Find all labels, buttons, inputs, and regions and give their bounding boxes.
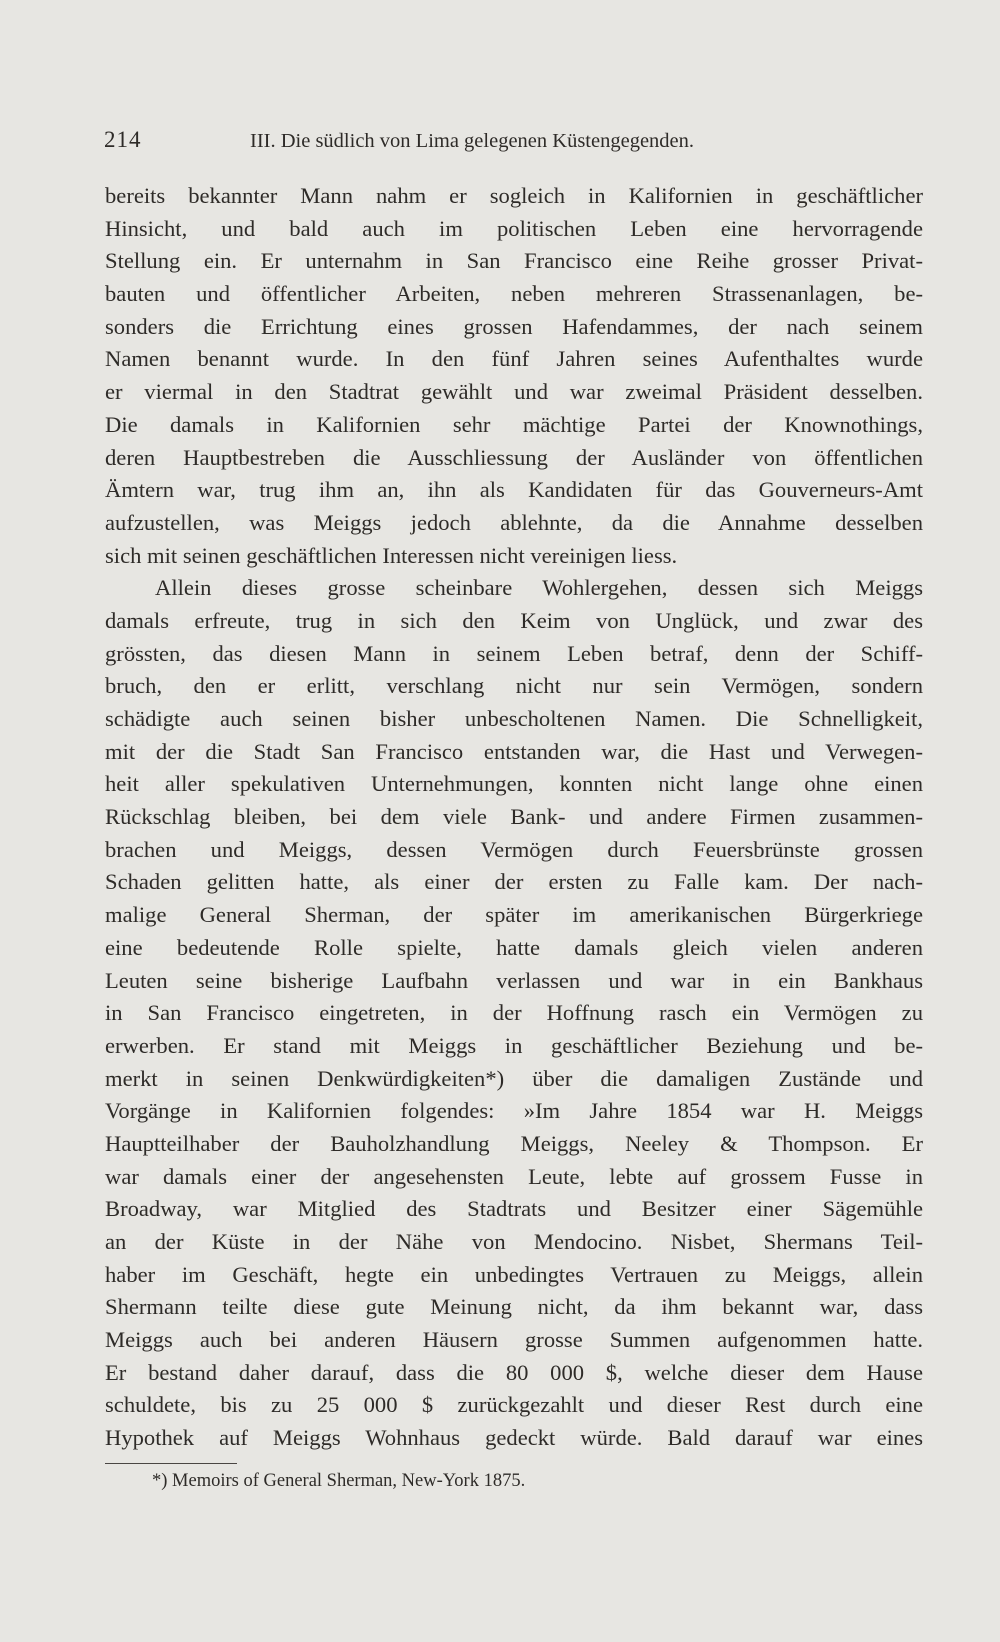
text-line: Allein dieses grosse scheinbare Wohlergehen, dessen sich Meiggs <box>155 575 923 601</box>
text-line: bereits bekannter Mann nahm er sogleich in Kalifornien in geschäftlicher <box>105 183 923 208</box>
text-line: erwerben. Er stand mit Meiggs in geschäftlicher Beziehung und be- <box>105 1032 923 1058</box>
text-line: Schaden gelitten hatte, als einer der ersten zu Falle kam. Der nach- <box>105 869 923 895</box>
body-text <box>105 180 923 1455</box>
running-title: III. Die südlich von Lima gelegenen Küstengegenden. <box>250 130 695 152</box>
text-line: grössten, das diesen Mann in seinem Leben betraf, denn der Schiff- <box>105 640 923 666</box>
text-line: Hinsicht, und bald auch im politischen Leben eine hervorragende <box>105 215 923 241</box>
text-line: Ämtern war, trug ihm an, ihn als Kandidaten für das Gouverneurs-Amt <box>105 477 923 503</box>
running-header <box>104 128 780 153</box>
text-line: schädigte auch seinen bisher unbescholtenen Namen. Die Schnelligkeit, <box>105 706 923 731</box>
text-line: aufzustellen, was Meiggs jedoch ablehnte, da die Annahme desselben <box>105 509 923 535</box>
text-line: eine bedeutende Rolle spielte, hatte damals gleich vielen anderen <box>105 934 923 960</box>
text-line: heit aller spekulativen Unternehmungen, konnten nicht lange ohne einen <box>105 771 923 797</box>
text-line: Hypothek auf Meiggs Wohnhaus gedeckt würde. Bald darauf war eines <box>105 1425 923 1451</box>
text-line: sonders die Errichtung eines grossen Hafendammes, der nach seinem <box>105 313 923 339</box>
text-line: er viermal in den Stadtrat gewählt und war zweimal Präsident desselben. <box>105 379 923 405</box>
text-line: Broadway, war Mitglied des Stadtrats und Besitzer einer Sägemühle <box>105 1196 923 1222</box>
text-line: Die damals in Kalifornien sehr mächtige Partei der Knownothings, <box>105 411 923 437</box>
footnote-rule <box>105 1463 237 1464</box>
text-line: brachen und Meiggs, dessen Vermögen durch Feuersbrünste grossen <box>105 836 923 862</box>
text-line: bauten und öffentlicher Arbeiten, neben mehreren Strassenanlagen, be- <box>105 281 923 307</box>
page-number: 214 <box>104 127 142 152</box>
text-line: schuldete, bis zu 25 000 $ zurückgezahlt und dieser Rest durch eine <box>105 1392 923 1418</box>
text-line: Namen benannt wurde. In den fünf Jahren seines Aufenthaltes wurde <box>105 346 923 372</box>
text-line: merkt in seinen Denkwürdigkeiten*) über die damaligen Zustände und <box>105 1065 923 1091</box>
text-line: an der Küste in der Nähe von Mendocino. Nisbet, Shermans Teil- <box>105 1229 923 1254</box>
text-line: Er bestand daher darauf, dass die 80 000 $, welche dieser dem Hause <box>105 1359 923 1385</box>
text-line: Shermann teilte diese gute Meinung nicht, da ihm bekannt war, dass <box>105 1294 923 1320</box>
text-line: Vorgänge in Kalifornien folgendes: »Im Jahre 1854 war H. Meiggs <box>105 1098 923 1124</box>
text-line: war damals einer der angesehensten Leute, lebte auf grossem Fusse in <box>105 1163 923 1189</box>
text-line: Leuten seine bisherige Laufbahn verlassen und war in ein Bankhaus <box>105 967 923 993</box>
text-line: Rückschlag bleiben, bei dem viele Bank- und andere Firmen zusammen- <box>105 804 923 830</box>
text-line: sich mit seinen geschäftlichen Interessen nicht vereinigen liess. <box>105 542 678 568</box>
text-line: Hauptteilhaber der Bauholzhandlung Meiggs, Neeley & Thompson. Er <box>105 1130 923 1156</box>
text-line: mit der die Stadt San Francisco entstanden war, die Hast und Verwegen- <box>105 738 923 764</box>
text-line: haber im Geschäft, hegte ein unbedingtes Vertrauen zu Meiggs, allein <box>105 1261 923 1287</box>
text-line: damals erfreute, trug in sich den Keim von Unglück, und zwar des <box>105 607 923 633</box>
text-line: deren Hauptbestreben die Ausschliessung der Ausländer von öffentlichen <box>105 444 923 470</box>
text-line: Meiggs auch bei anderen Häusern grosse Summen aufgenommen hatte. <box>105 1327 923 1353</box>
text-line: malige General Sherman, der später im amerikanischen Bürgerkriege <box>105 902 923 928</box>
text-line: in San Francisco eingetreten, in der Hoffnung rasch ein Vermögen zu <box>105 1000 923 1026</box>
text-line: bruch, den er erlitt, verschlang nicht nur sein Vermögen, sondern <box>105 673 923 699</box>
footnote: *) Memoirs of General Sherman, New-York 1875. <box>152 1471 526 1491</box>
text-line: Stellung ein. Er unternahm in San Francisco eine Reihe grosser Privat- <box>105 248 923 274</box>
